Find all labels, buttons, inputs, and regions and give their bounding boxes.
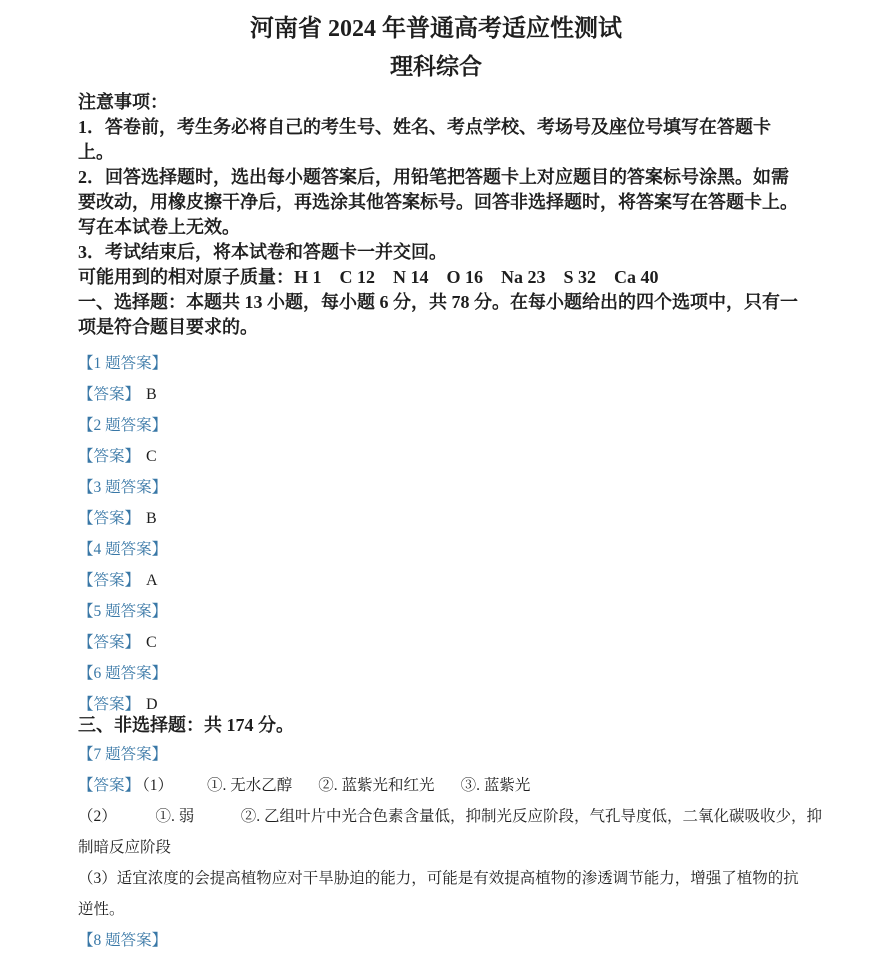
answer-link-row [78,534,822,565]
question-8-answer-link[interactable]: 【8 题答案】 [78,932,168,949]
notice-section [78,90,822,340]
question-7-answer-block [78,739,822,925]
answer-row [78,627,822,658]
answer-link-row [78,739,822,770]
answer-value: B [146,510,157,527]
question-6-answer-link[interactable]: 【6 题答案】 [78,665,168,682]
q7-part1-row [78,770,822,801]
answer-row [78,565,822,596]
page-subtitle: 理科综合 [390,54,482,79]
q7-part2-line: （2） ①. 弱 ②. 乙组叶片中光合色素含量低，抑制光反应阶段，气孔导度低，二氧化碳吸收少，抑 [78,808,823,825]
answer-value: C [146,448,157,465]
q7-part1-item: ①. 无水乙醇 [207,777,293,794]
answer-value: C [146,634,157,651]
question-1-answer-link[interactable]: 【1 题答案】 [78,355,168,372]
question-5-answer-link[interactable]: 【5 题答案】 [78,603,168,620]
q7-part1-item: ③. 蓝紫光 [460,777,531,794]
q7-part3-line: 逆性。 [78,901,125,918]
question-3-answer-link[interactable]: 【3 题答案】 [78,479,168,496]
answer-value: D [146,696,158,713]
answer-label: 【答案】 [78,448,141,465]
q7-part2-line: 制暗反应阶段 [78,839,172,856]
answer-link-row [78,658,822,689]
notice-line: 要改动，用橡皮擦干净后，再选涂其他答案标号。回答非选择题时，将答案写在答题卡上。 [78,192,798,212]
q7-part1-prefix: （1） [142,777,174,794]
answer-label: 【答案】 [78,386,141,403]
q7-part3-line: （3）适宜浓度的会提高植物应对干旱胁迫的能力，可能是有效提高植物的渗透调节能力，增强了植物的抗 [78,870,799,887]
notice-line: 2．回答选择题时，选出每小题答案后，用铅笔把答题卡上对应题目的答案标号涂黑。如需 [78,167,789,187]
notice-line: 3．考试结束后，将本试卷和答题卡一并交回。 [78,242,447,262]
answer-label: 【答案】 [78,696,141,713]
q7-part1-item: ②. 蓝紫光和红光 [318,777,435,794]
choice-answers-list [78,348,822,720]
section-one-heading-wrap: 项是符合题目要求的。 [78,317,258,337]
answer-value: B [146,386,157,403]
answer-label: 【答案】 [78,777,141,794]
page-title: 河南省 2024 年普通高考适应性测试 [250,16,622,42]
document-body [78,90,822,956]
answer-link-row [78,596,822,627]
notice-line: 1．答卷前，考生务必将自己的考生号、姓名、考点学校、考场号及座位号填写在答题卡 [78,117,771,137]
answer-label: 【答案】 [78,510,141,527]
answer-label: 【答案】 [78,572,141,589]
exam-page [0,14,872,956]
question-2-answer-link[interactable]: 【2 题答案】 [78,417,168,434]
notice-line: 写在本试卷上无效。 [78,217,240,237]
notice-heading: 注意事项： [78,92,168,112]
section-one-heading: 一、选择题：本题共 13 小题，每小题 6 分，共 78 分。在每小题给出的四个选项中，只有一 [78,292,798,312]
question-7-answer-link[interactable]: 【7 题答案】 [78,746,168,763]
notice-line: 上。 [78,142,114,162]
answer-link-row [78,410,822,441]
question-4-answer-link[interactable]: 【4 题答案】 [78,541,168,558]
answer-row [78,503,822,534]
section-three-heading: 三、非选择题：共 174 分。 [78,715,294,735]
atomic-mass-line: 可能用到的相对原子质量：H 1 C 12 N 14 O 16 Na 23 S 32 Ca 40 [78,267,659,287]
answer-link-row [78,348,822,379]
answer-label: 【答案】 [78,634,141,651]
answer-link-row [78,925,822,956]
answer-row [78,441,822,472]
answer-link-row [78,472,822,503]
answer-value: A [146,572,158,589]
answer-row [78,379,822,410]
